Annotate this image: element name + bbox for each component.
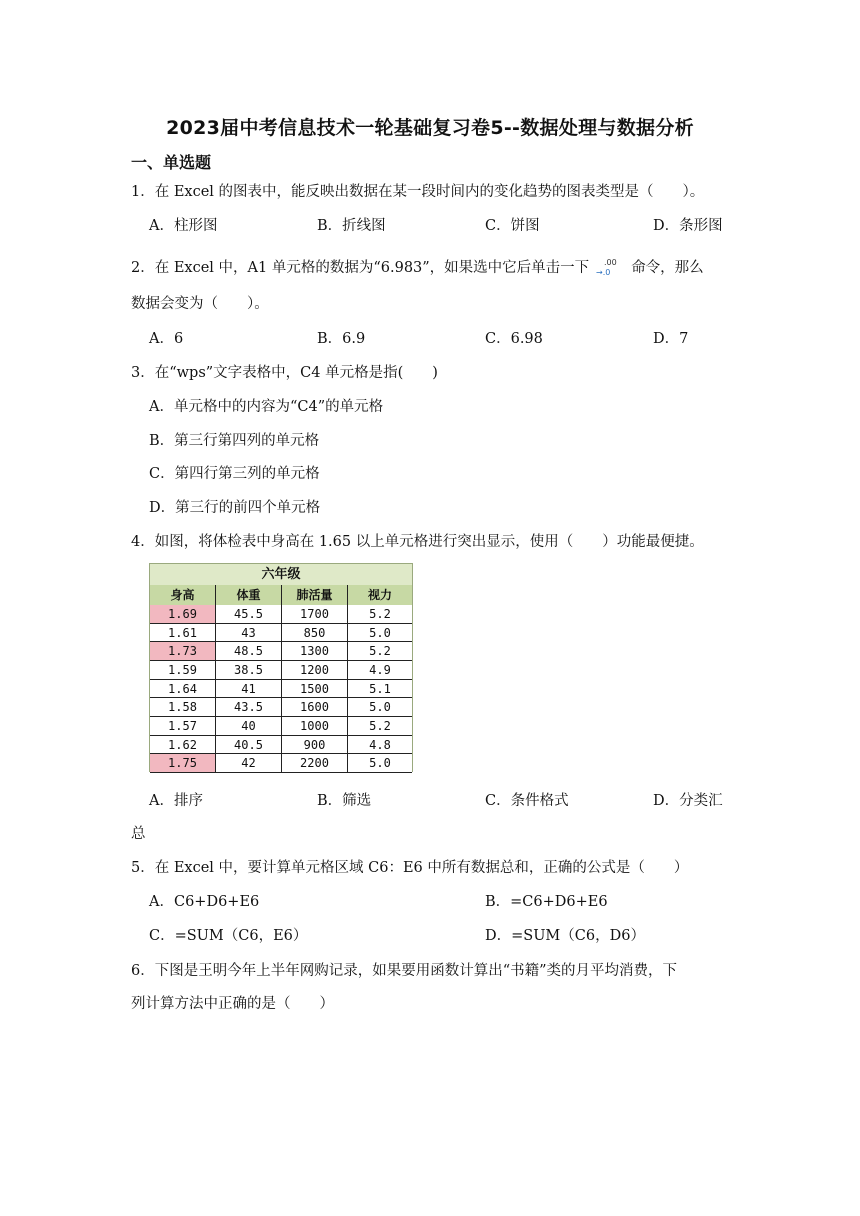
q5-option-a: A．C6+D6+E6	[149, 894, 260, 910]
table-cell: 900	[282, 736, 348, 755]
q5-option-d: D．=SUM（C6，D6）	[485, 928, 645, 944]
q2-text-part-b: 命令，那么	[631, 260, 704, 276]
table-cell: 850	[282, 624, 348, 643]
q5-option-c: C．=SUM（C6，E6）	[149, 928, 308, 944]
q5-option-b: B．=C6+D6+E6	[485, 894, 608, 910]
q1-option-b: B．折线图	[317, 218, 386, 234]
table-body	[150, 605, 412, 773]
table-cell: 1600	[282, 698, 348, 717]
table-cell: 43.5	[216, 698, 282, 717]
table-cell: 45.5	[216, 605, 282, 624]
q2-text-part-a: 2．在 Excel 中，A1 单元格的数据为“6.983”，如果选中它后单击一下	[131, 260, 590, 276]
q3-option-d: D．第三行的前四个单元格	[149, 500, 321, 516]
table-cell: 5.0	[348, 754, 412, 773]
health-check-table-image	[149, 563, 413, 772]
section-heading: 一、单选题	[131, 153, 212, 172]
q2-option-b: B．6.9	[317, 331, 366, 347]
table-cell: 1.69	[150, 605, 216, 624]
question-5-text: 5．在 Excel 中，要计算单元格区域 C6：E6 中所有数据总和，正确的公式是（ ）	[131, 860, 689, 876]
question-1-text: 1．在 Excel 的图表中，能反映出数据在某一段时间内的变化趋势的图表类型是（ ）。	[131, 184, 705, 200]
question-3-text: 3．在“wps”文字表格中，C4 单元格是指( )	[131, 365, 438, 381]
table-header-row	[150, 585, 412, 605]
table-cell: 1500	[282, 680, 348, 699]
table-cell: 1.64	[150, 680, 216, 699]
table-cell: 4.8	[348, 736, 412, 755]
q1-option-d: D．条形图	[653, 218, 723, 234]
table-cell: 5.2	[348, 605, 412, 624]
table-cell: 2200	[282, 754, 348, 773]
q4-option-d-wrap: 总	[131, 826, 146, 842]
header-vision: 视力	[367, 588, 392, 602]
table-cell: 1.61	[150, 624, 216, 643]
table-cell: 5.1	[348, 680, 412, 699]
document-title: 2023届中考信息技术一轮基础复习卷5--数据处理与数据分析	[166, 117, 694, 139]
question-2-text-cont: 数据会变为（ ）。	[131, 296, 269, 312]
header-lung-capacity: 肺活量	[282, 585, 348, 605]
table-cell: 42	[216, 754, 282, 773]
q2-option-d: D．7	[653, 331, 689, 347]
table-cell: 1.62	[150, 736, 216, 755]
question-6-text-cont: 列计算方法中正确的是（ ）	[131, 996, 334, 1012]
table-cell: 40.5	[216, 736, 282, 755]
table-cell: 4.9	[348, 661, 412, 680]
icon-bottom-label: →.0	[596, 268, 611, 277]
table-cell: 5.2	[348, 717, 412, 736]
table-cell: 1.59	[150, 661, 216, 680]
q4-option-d: D．分类汇	[653, 793, 723, 809]
q1-option-a: A．柱形图	[149, 218, 218, 234]
table-cell: 1700	[282, 605, 348, 624]
q3-option-b: B．第三行第四列的单元格	[149, 433, 320, 449]
header-weight: 体重	[216, 585, 282, 605]
q2-option-c: C．6.98	[485, 331, 543, 347]
table-cell: 1.75	[150, 754, 216, 773]
q1-option-c: C．饼图	[485, 218, 540, 234]
q4-option-a: A．排序	[149, 793, 203, 809]
q4-option-c: C．条件格式	[485, 793, 569, 809]
q2-option-a: A．6	[149, 331, 184, 347]
decrease-decimal-icon	[595, 257, 621, 277]
q3-option-a: A．单元格中的内容为“C4”的单元格	[149, 399, 384, 415]
table-cell: 40	[216, 717, 282, 736]
table-cell: 1300	[282, 642, 348, 661]
table-cell: 5.0	[348, 624, 412, 643]
table-cell: 1200	[282, 661, 348, 680]
table-title: 六年级	[261, 567, 301, 582]
header-height: 身高	[150, 585, 216, 605]
table-cell: 48.5	[216, 642, 282, 661]
table-cell: 38.5	[216, 661, 282, 680]
table-cell: 1.57	[150, 717, 216, 736]
q3-option-c: C．第四行第三列的单元格	[149, 466, 320, 482]
icon-top-label: .00	[604, 258, 617, 267]
table-cell: 1000	[282, 717, 348, 736]
question-6-text: 6．下图是王明今年上半年网购记录，如果要用函数计算出“书籍”类的月平均消费，下	[131, 963, 678, 979]
table-cell: 5.0	[348, 698, 412, 717]
table-cell: 5.2	[348, 642, 412, 661]
table-cell: 43	[216, 624, 282, 643]
question-2-text	[131, 256, 704, 277]
table-cell: 1.73	[150, 642, 216, 661]
table-cell: 1.58	[150, 698, 216, 717]
table-cell: 41	[216, 680, 282, 699]
question-4-text: 4．如图，将体检表中身高在 1.65 以上单元格进行突出显示，使用（ ）功能最便捷。	[131, 534, 704, 550]
q4-option-b: B．筛选	[317, 793, 372, 809]
